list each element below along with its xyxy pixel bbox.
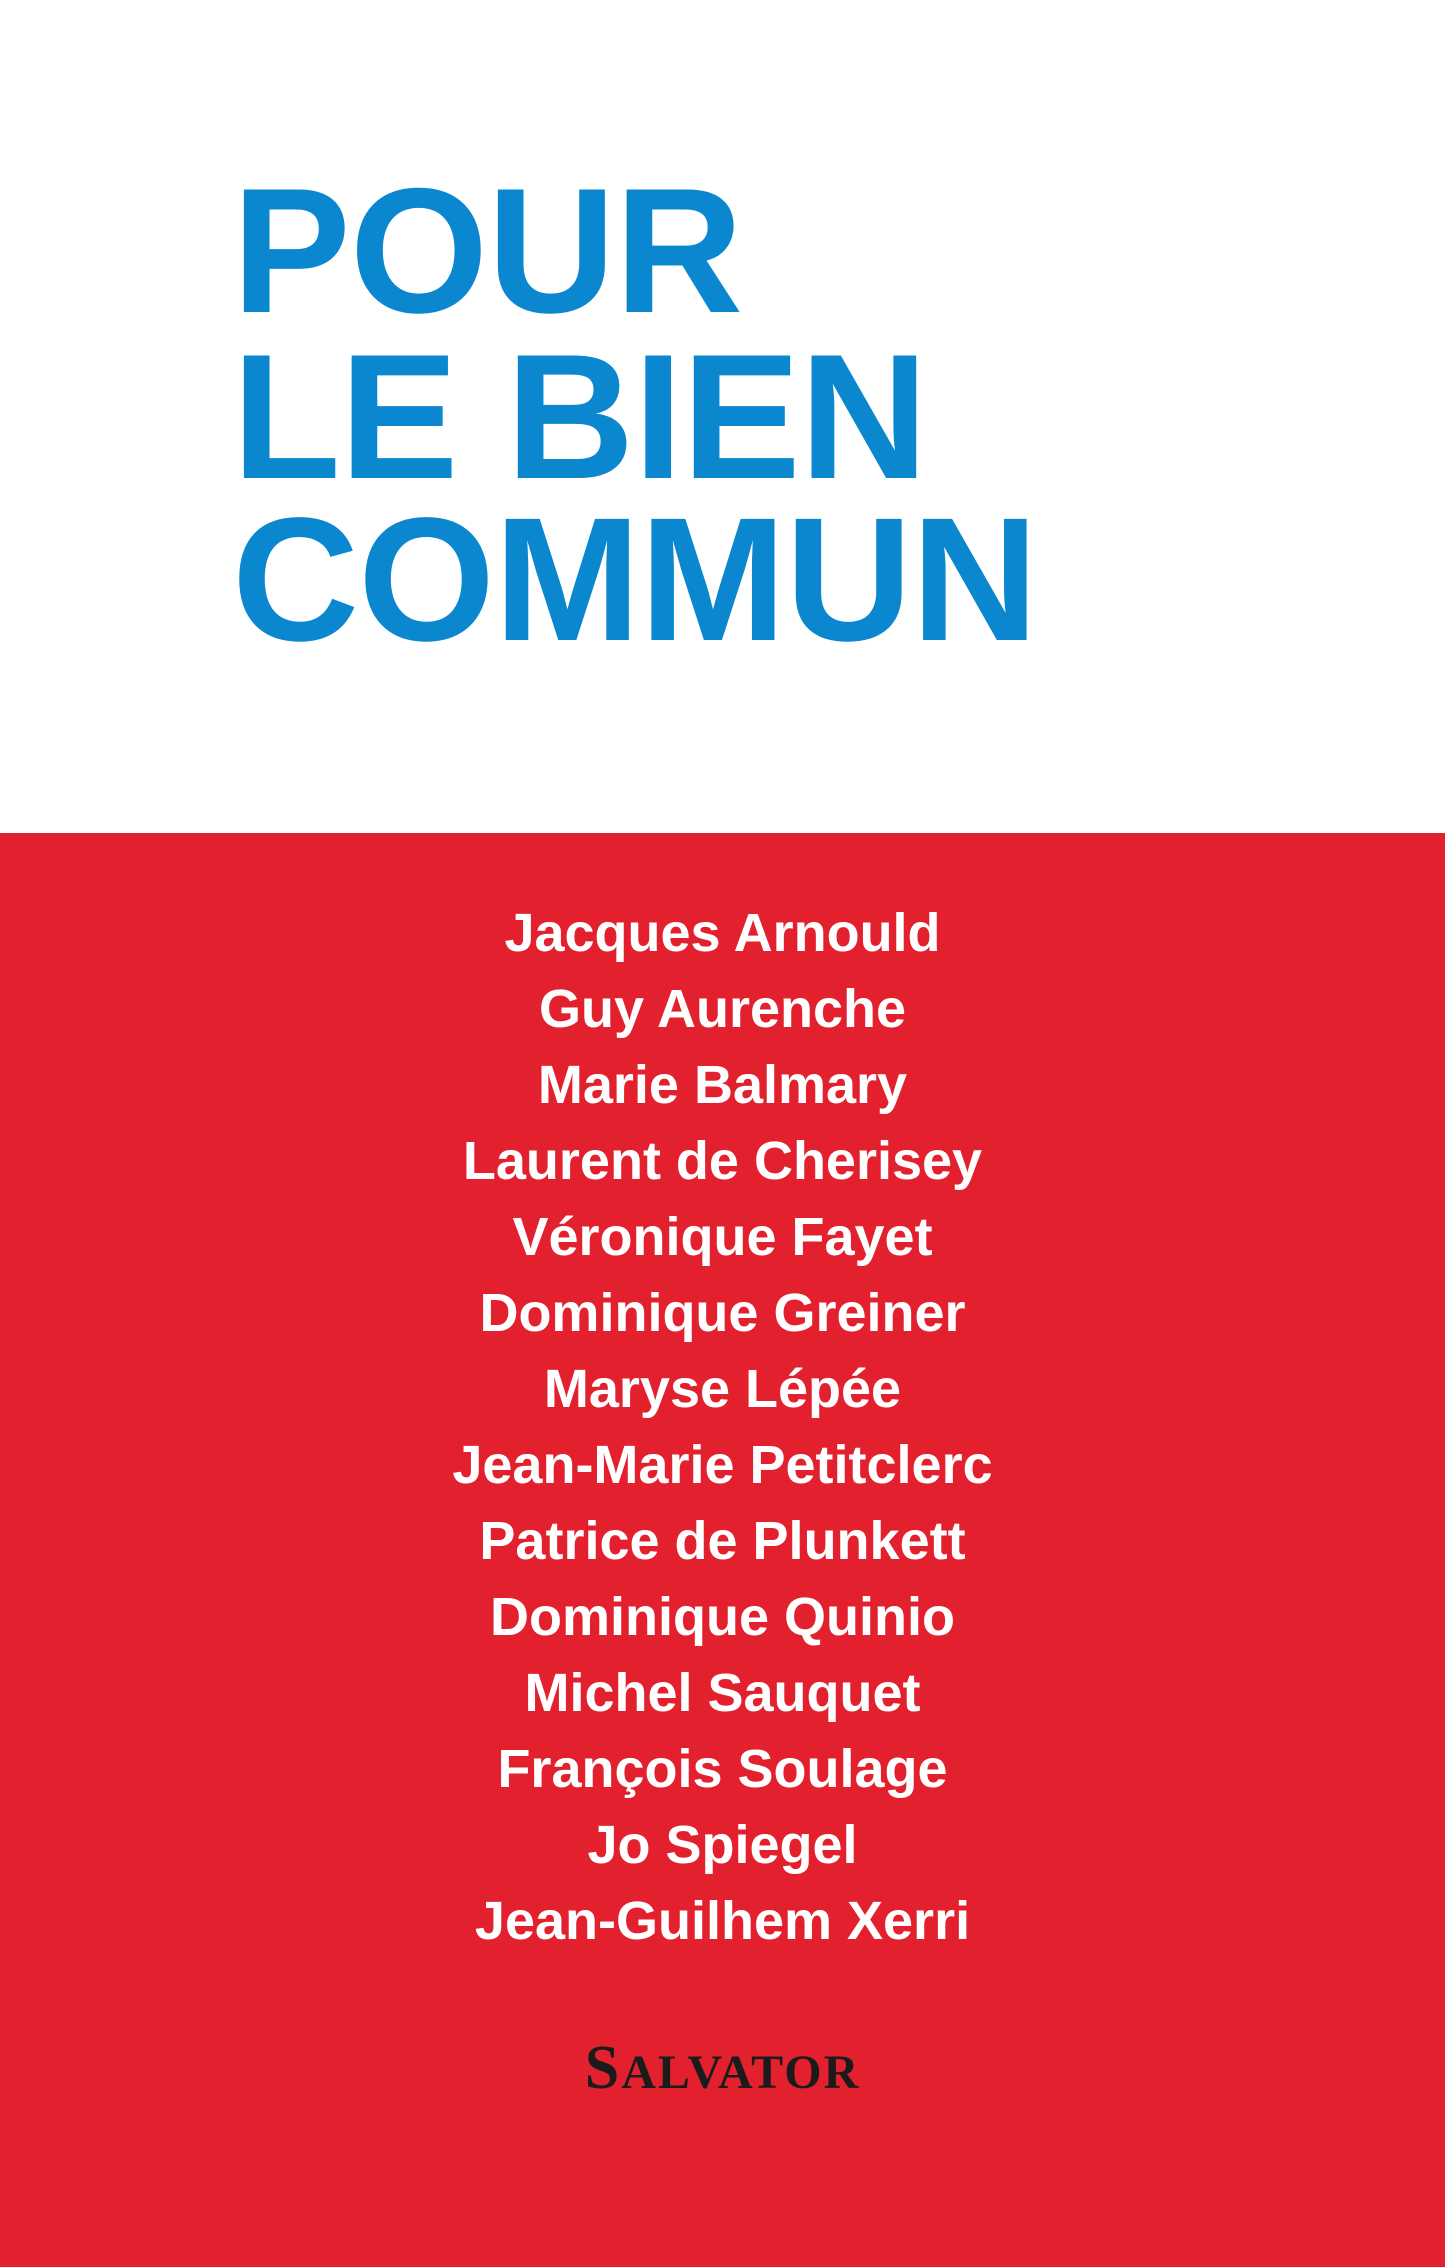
title-line-2: LE BIEN: [232, 316, 928, 516]
list-item: Jean-Marie Petitclerc: [452, 1435, 993, 1495]
list-item: Dominique Quinio: [490, 1587, 955, 1647]
title-line-1: POUR: [232, 151, 743, 350]
list-item: Jacques Arnould: [504, 903, 941, 963]
list-item: François Soulage: [497, 1739, 948, 1799]
list-item: Marie Balmary: [537, 1055, 908, 1115]
list-item: Véronique Fayet: [512, 1207, 933, 1267]
list-item: Michel Sauquet: [524, 1663, 921, 1723]
list-item: Jean-Guilhem Xerri: [474, 1891, 971, 1951]
list-item: Guy Aurenche: [538, 979, 907, 1039]
list-item: Dominique Greiner: [479, 1283, 966, 1343]
publisher-initial: S: [584, 2034, 622, 2102]
publisher-logo: [0, 2033, 1445, 2104]
title-area: [0, 0, 1445, 833]
page-title: [232, 151, 1362, 679]
title-line-3: COMMUN: [232, 482, 1038, 679]
red-panel: [0, 833, 1445, 2267]
list-item: Laurent de Cherisey: [462, 1131, 983, 1191]
author-list: [0, 895, 1445, 1959]
publisher-name-rest: ALVATOR: [621, 2046, 861, 2099]
list-item: Jo Spiegel: [587, 1815, 858, 1875]
list-item: Maryse Lépée: [543, 1359, 902, 1419]
list-item: Patrice de Plunkett: [479, 1511, 966, 1571]
